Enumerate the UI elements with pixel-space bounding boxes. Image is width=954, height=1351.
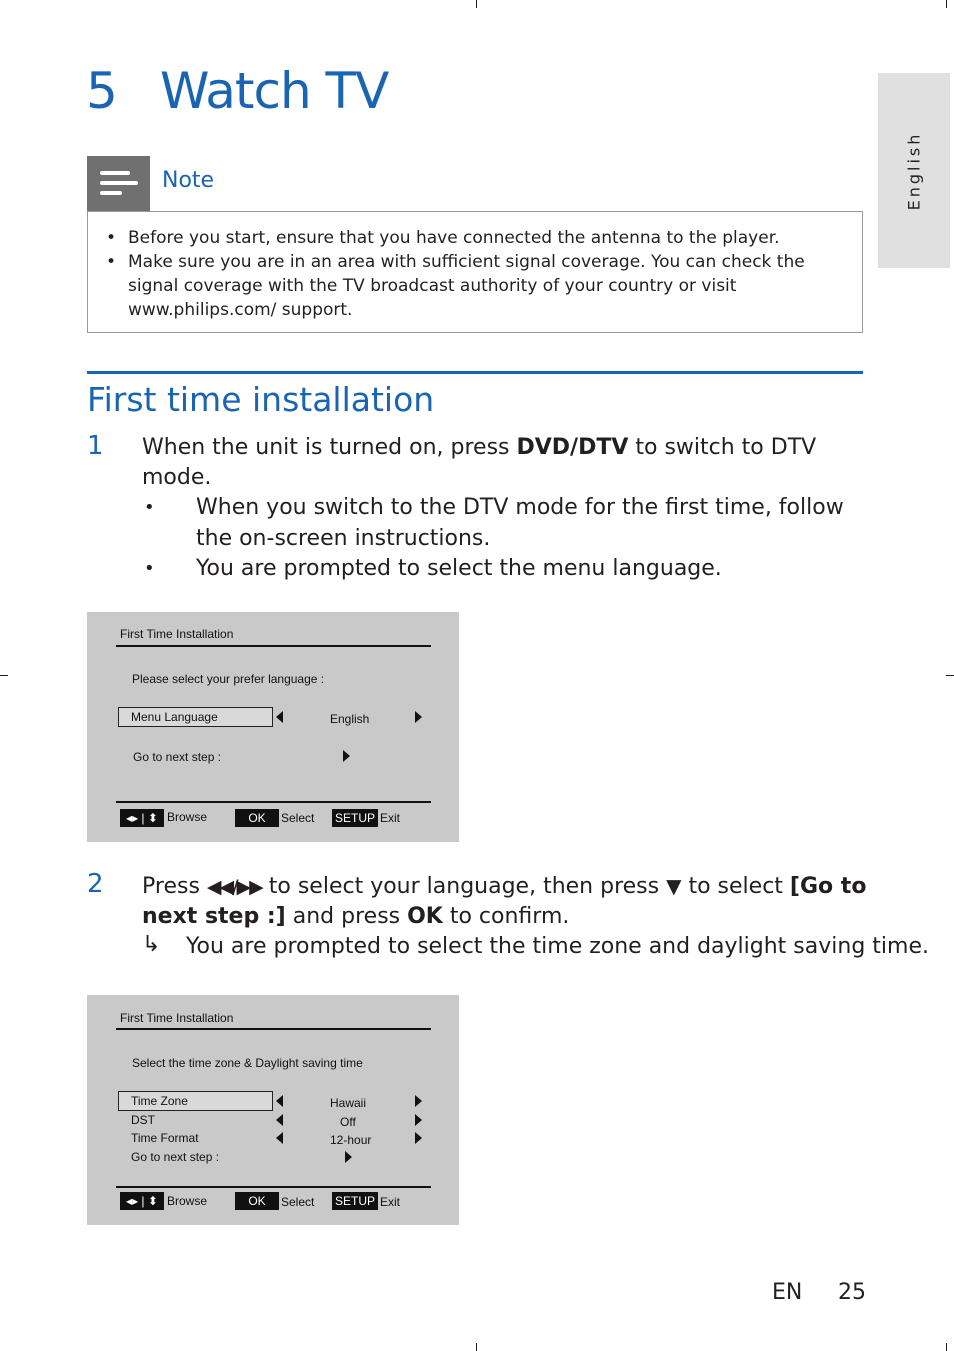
step-2-text: to confirm. [442, 904, 570, 929]
step-1-bullet-2: You are prompted to select the menu language. [196, 556, 722, 581]
arrow-left-icon[interactable] [276, 711, 283, 723]
step-2-line-2 [142, 902, 569, 932]
ok-key: OK [235, 1192, 279, 1210]
chapter-heading [86, 62, 388, 120]
language-value: English [330, 712, 370, 726]
crop-mark-right [946, 675, 954, 676]
step-2-number: 2 [87, 869, 104, 899]
select-label: Select [281, 811, 315, 825]
ok-key-text: OK [407, 904, 443, 929]
step-2-press: Press [142, 874, 207, 899]
down-arrow-icon: ▼ [666, 874, 682, 898]
screen-time-zone-setup [87, 995, 459, 1225]
step-2-text: to select your language, then press [261, 874, 667, 899]
note-icon [87, 156, 150, 212]
time-zone-label: Time Zone [131, 1094, 188, 1108]
crop-mark-top-right [946, 0, 947, 8]
menu-language-label: Menu Language [131, 710, 218, 724]
arrow-right-icon[interactable] [415, 711, 422, 723]
prev-next-keys-icon: ◀◀/▶▶ [206, 876, 262, 898]
step-1-line-1 [142, 433, 816, 463]
dvd-dtv-key: DVD/DTV [516, 435, 629, 460]
arrow-right-icon[interactable] [343, 750, 350, 762]
arrow-left-icon[interactable] [276, 1132, 283, 1144]
browse-label: Browse [167, 810, 208, 824]
bullet-marker: • [144, 558, 155, 579]
step-1-line-2: mode. [142, 465, 212, 490]
chapter-number: 5 [86, 62, 117, 120]
ok-key: OK [235, 809, 279, 827]
menu-language-row[interactable] [118, 707, 273, 727]
exit-label: Exit [380, 811, 401, 825]
language-prompt: Please select your prefer language : [132, 672, 325, 686]
time-zone-row[interactable] [118, 1091, 273, 1111]
screen-title-rule [116, 1028, 431, 1030]
step-2-text: and press [285, 904, 408, 929]
navigation-keys-icon: ◂▸ | ⬍ [120, 1192, 164, 1210]
time-zone-value: Hawaii [330, 1096, 367, 1110]
chapter-title: Watch TV [160, 62, 389, 120]
screen-title-rule [116, 645, 431, 647]
side-tab-label: English [904, 131, 924, 210]
select-label: Select [281, 1195, 315, 1209]
browse-label: Browse [167, 1194, 208, 1208]
arrow-right-icon[interactable] [415, 1114, 422, 1126]
crop-mark-bottom [476, 1343, 477, 1351]
note-item: • Make sure you are in an area with sufficient signal coverage. You can check the signal coverage with the TV broadcast authority of your country or visit www.philips.com/ support. [106, 250, 848, 322]
screen-footer-rule [116, 1186, 431, 1188]
setup-key: SETUP [332, 809, 378, 827]
arrow-left-icon[interactable] [276, 1114, 283, 1126]
arrow-left-icon[interactable] [276, 1095, 283, 1107]
page-number: 25 [838, 1280, 866, 1305]
time-zone-prompt: Select the time zone & Daylight saving time [132, 1056, 363, 1070]
crop-mark-bottom-right [946, 1343, 947, 1351]
dst-label[interactable]: DST [131, 1113, 155, 1127]
go-to-option: [Go to [789, 874, 867, 899]
time-format-value: 12-hour [330, 1133, 372, 1147]
screen-title: First Time Installation [120, 627, 234, 641]
note-item: • Before you start, ensure that you have connected the antenna to the player. [106, 226, 848, 250]
navigation-keys-icon: ◂▸ | ⬍ [120, 809, 164, 827]
next-step-option: next step :] [142, 904, 286, 929]
screen-language-setup [87, 612, 459, 842]
step-2-result: You are prompted to select the time zone and daylight saving time. [186, 934, 929, 959]
step-1-bullet-1-line-2: the on-screen instructions. [196, 526, 491, 551]
step-1-bullet-1-line-1: When you switch to the DTV mode for the first time, follow [196, 495, 844, 520]
exit-label: Exit [380, 1195, 401, 1209]
setup-key: SETUP [332, 1192, 378, 1210]
time-format-label[interactable]: Time Format [131, 1131, 199, 1145]
note-box [87, 211, 863, 333]
arrow-right-icon[interactable] [415, 1095, 422, 1107]
step-1-text-end: to switch to DTV [628, 435, 817, 460]
result-arrow-icon: ↳ [142, 932, 161, 957]
note-label: Note [162, 168, 215, 193]
footer-language-code: EN [772, 1280, 803, 1305]
section-title: First time installation [87, 380, 435, 419]
next-step-label[interactable]: Go to next step : [133, 750, 222, 764]
crop-mark-top [476, 0, 477, 8]
bullet-marker: • [144, 497, 155, 518]
step-1-number: 1 [87, 431, 104, 461]
screen-title: First Time Installation [120, 1011, 234, 1025]
arrow-right-icon[interactable] [345, 1151, 352, 1163]
note-list [106, 226, 848, 322]
section-rule [87, 371, 863, 374]
screen-footer-rule [116, 801, 431, 803]
dst-value: Off [340, 1115, 356, 1129]
next-step-label[interactable]: Go to next step : [131, 1150, 220, 1164]
crop-mark-left [0, 675, 8, 676]
step-2-text: to select [681, 874, 790, 899]
arrow-right-icon[interactable] [415, 1132, 422, 1144]
step-1-text: When the unit is turned on, press [142, 435, 517, 460]
step-2-line-1 [142, 871, 866, 902]
language-side-tab [878, 73, 950, 268]
